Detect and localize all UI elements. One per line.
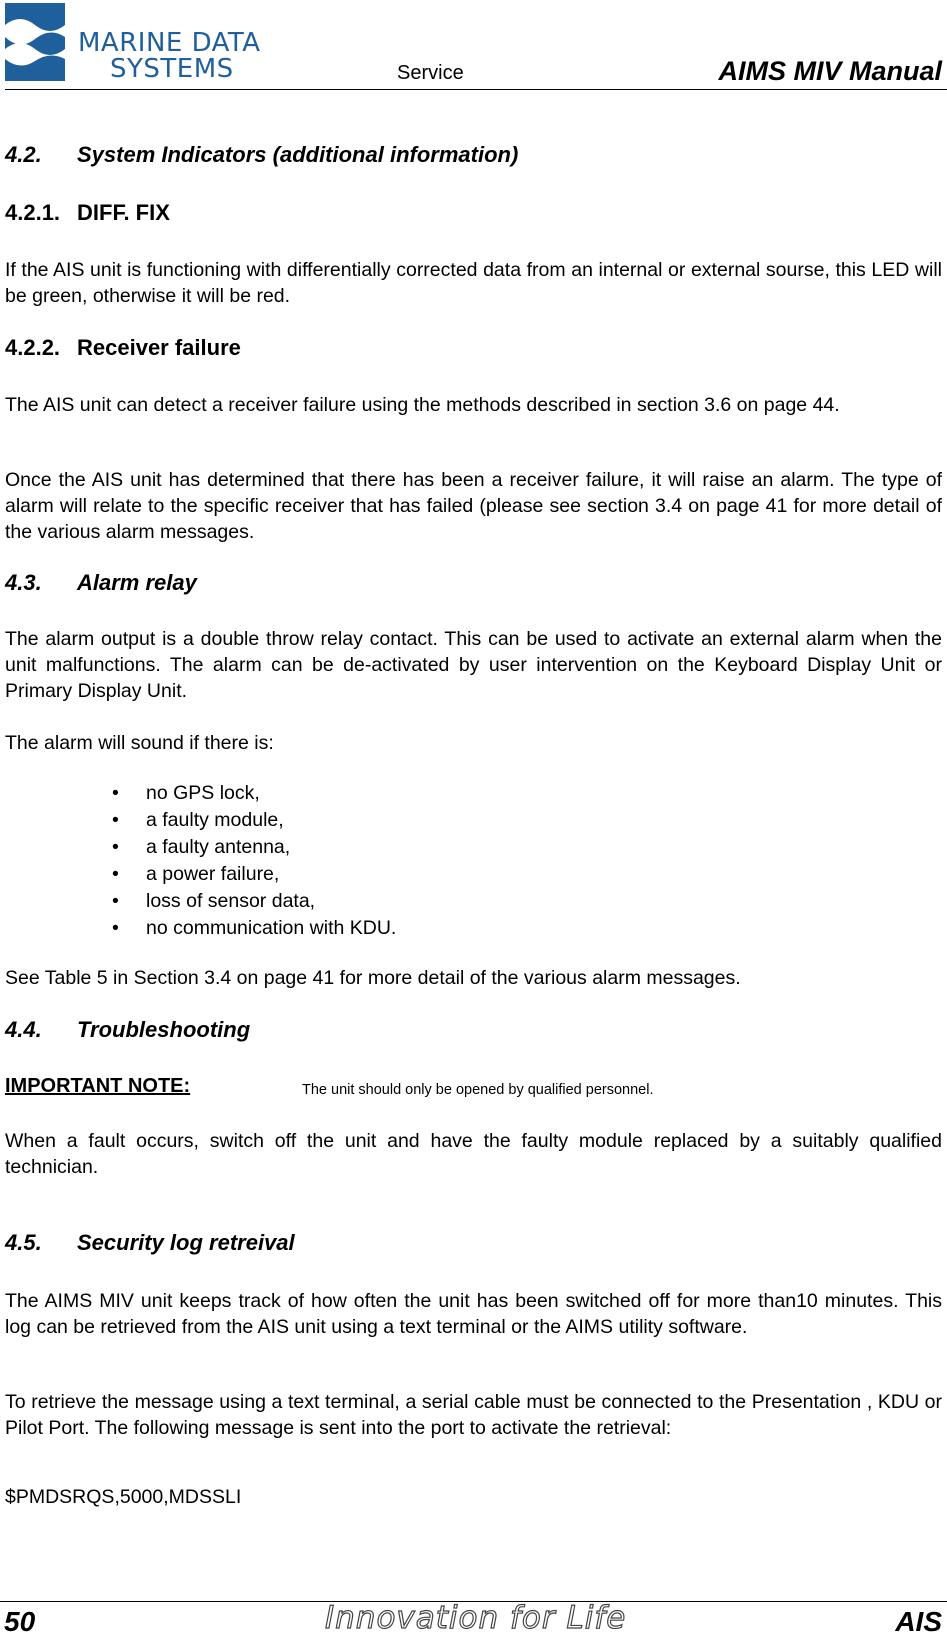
heading-number: 4.5. — [5, 1230, 42, 1255]
company-logo-icon — [5, 3, 65, 81]
heading-4-2-2 — [5, 335, 241, 361]
paragraph-diff-fix: If the AIS unit is functioning with differentially corrected data from an internal or external sourse, this LED will be green, otherwise it will be red. — [5, 259, 942, 307]
page-number: 50 — [4, 1606, 36, 1637]
heading-title: Alarm relay — [77, 570, 197, 595]
list-item: • a power failure, — [112, 861, 396, 888]
heading-title: Security log retreival — [77, 1230, 295, 1255]
list-item: • a faulty antenna, — [112, 834, 396, 861]
paragraph-alarm-relay-1: The alarm output is a double throw relay contact. This can be used to activate an external alarm when the unit malfunctions. The alarm can be de-activated by user intervention on the Keyboard Display Unit or Primary Display Unit. — [5, 628, 942, 702]
logo-line-2: SYSTEMS — [110, 54, 234, 84]
paragraph-alarm-relay-3: See Table 5 in Section 3.4 on page 41 for more detail of the various alarm messages. — [5, 967, 741, 989]
heading-number: 4.3. — [5, 570, 42, 595]
heading-4-5 — [5, 1230, 295, 1256]
list-item: • loss of sensor data, — [112, 888, 396, 915]
company-logo-text — [78, 30, 261, 82]
footer-product: AIS — [895, 1606, 942, 1637]
command-string: $PMDSRQS,5000,MDSSLI — [5, 1486, 242, 1508]
paragraph-receiver-failure-2: Once the AIS unit has determined that there has been a receiver failure, it will raise an alarm. The type of alarm will relate to the specific receiver that has failed (please see section 3.4 on page 41 for more detail of the various alarm messages. — [5, 469, 942, 543]
list-item: • no GPS lock, — [112, 780, 396, 807]
paragraph-receiver-failure-1: The AIS unit can detect a receiver failure using the methods described in section 3.6 on page 44. — [5, 394, 840, 416]
heading-4-4 — [5, 1017, 250, 1043]
header-section-label: Service — [397, 62, 464, 84]
important-note-label: IMPORTANT NOTE: — [5, 1075, 191, 1097]
header-divider — [5, 89, 947, 90]
heading-4-3 — [5, 570, 197, 596]
heading-4-2 — [5, 142, 518, 168]
heading-number: 4.2.2. — [5, 335, 61, 360]
heading-title: DIFF. FIX — [77, 200, 170, 225]
heading-4-2-1 — [5, 200, 170, 226]
manual-title: AIMS MIV Manual — [718, 56, 942, 86]
heading-number: 4.2. — [5, 142, 42, 167]
list-item: • a faulty module, — [112, 807, 396, 834]
logo-line-1: MARINE DATA — [78, 28, 261, 58]
heading-title: Receiver failure — [77, 335, 241, 360]
footer-slogan: Innovation for Life — [325, 1600, 627, 1636]
heading-title: Troubleshooting — [77, 1017, 251, 1042]
alarm-conditions-list — [112, 780, 396, 942]
list-item: • no communication with KDU. — [112, 915, 396, 942]
paragraph-alarm-relay-2: The alarm will sound if there is: — [5, 732, 274, 754]
heading-title: System Indicators (additional information) — [77, 142, 519, 167]
paragraph-troubleshooting: When a fault occurs, switch off the unit and have the faulty module replaced by a suitably qualified technician. — [5, 1130, 942, 1178]
heading-number: 4.2.1. — [5, 200, 61, 225]
paragraph-security-log-2: To retrieve the message using a text terminal, a serial cable must be connected to the Presentation , KDU or Pilot Port. The following message is sent into the port to activate the retrieval: — [5, 1391, 942, 1439]
paragraph-security-log-1: The AIMS MIV unit keeps track of how often the unit has been switched off for more than10 minutes. This log can be retrieved from the AIS unit using a text terminal or the AIMS utility software. — [5, 1290, 942, 1338]
heading-number: 4.4. — [5, 1017, 42, 1042]
important-note-text: The unit should only be opened by qualified personnel. — [302, 1082, 654, 1098]
